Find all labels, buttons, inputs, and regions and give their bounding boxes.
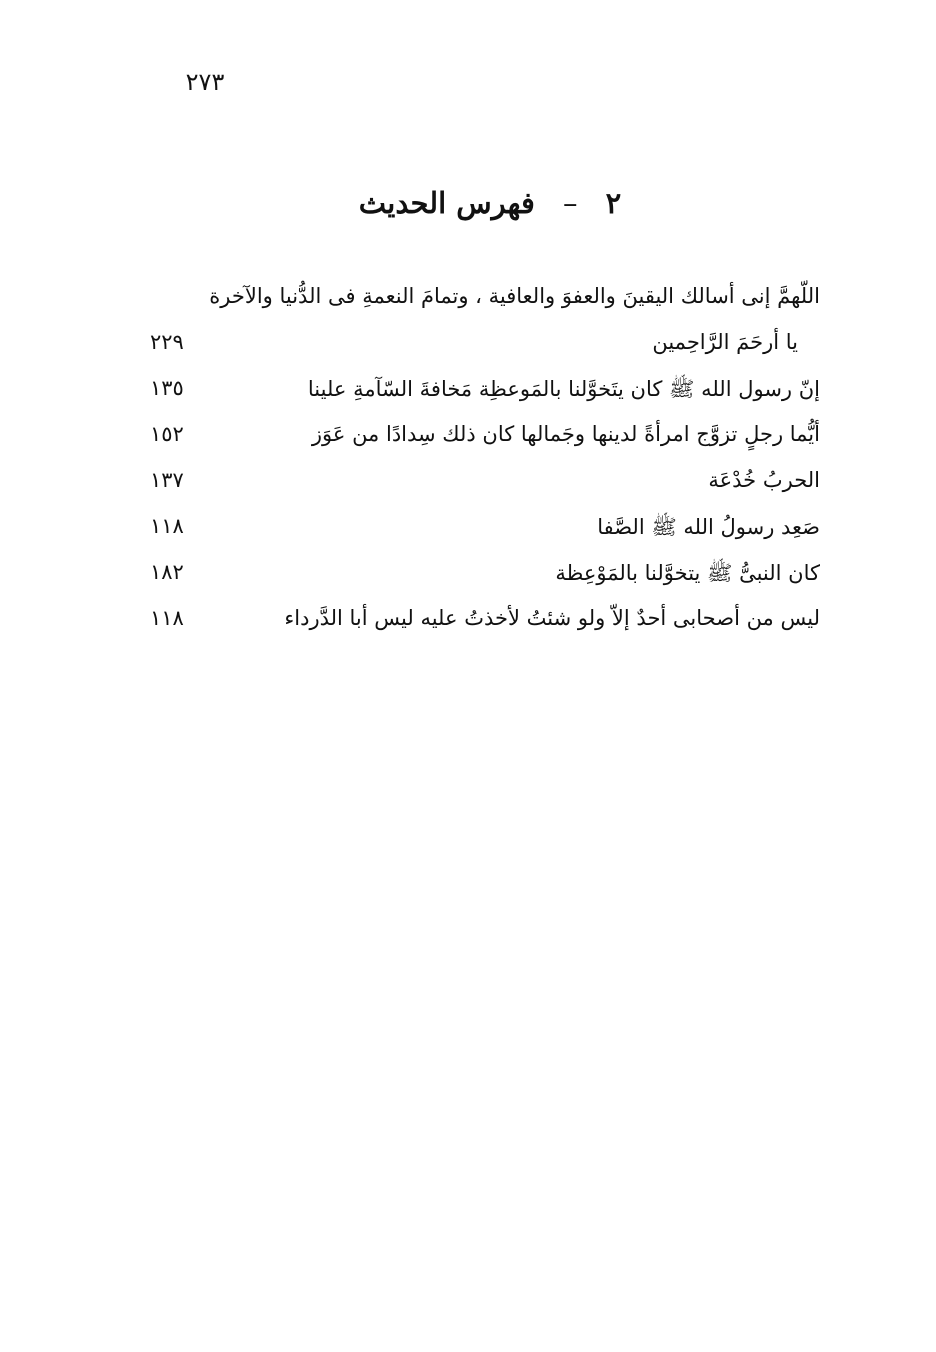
hadith-text: كان النبىُّ ﷺ يتخوَّلنا بالمَوْعِظة	[555, 561, 820, 585]
hadith-index-list	[150, 280, 820, 648]
page-reference: ١٣٥	[150, 376, 184, 400]
index-entry	[150, 280, 820, 326]
section-title-text: فهرس الحديث	[358, 186, 535, 220]
page-reference: ١١٨	[150, 514, 184, 538]
section-number: ٢	[605, 186, 622, 220]
page-reference: ١١٨	[150, 606, 184, 630]
index-entry	[150, 510, 820, 556]
page-reference: ١٨٢	[150, 560, 184, 584]
index-entry	[150, 464, 820, 510]
index-entry	[150, 326, 820, 372]
hadith-text: إنّ رسول الله ﷺ كان يتَخوَّلنا بالمَوعظِة مَخافةَ السّآمةِ علينا	[307, 377, 820, 401]
hadith-text: اللّهمَّ إنى أسالك اليقينَ والعفوَ والعافية ، وتمامَ النعمةِ فى الدُّنيا والآخرة	[209, 284, 820, 308]
hadith-text: يا أرحَمَ الرَّاحِمين	[652, 330, 798, 354]
hadith-text: صَعِد رسولُ الله ﷺ الصَّفا	[597, 515, 820, 539]
hadith-text: ليس من أصحابى أحدٌ إلاّ ولو شئتُ لأخذتُ عليه ليس أبا الدَّرداء	[284, 606, 820, 630]
page-number: ٢٧٣	[185, 68, 225, 96]
index-entry	[150, 556, 820, 602]
index-entry	[150, 602, 820, 648]
section-title	[300, 186, 680, 220]
title-separator: –	[563, 186, 578, 220]
page-reference: ٢٢٩	[150, 330, 184, 354]
page-reference: ١٥٢	[150, 422, 184, 446]
hadith-text: الحربُ خُدْعَة	[708, 468, 820, 492]
page-reference: ١٣٧	[150, 468, 184, 492]
hadith-text: أيُّما رجلٍ تزوَّج امرأةً لدينها وجَمالها كان ذلك سِدادًا من عَوَز	[311, 422, 820, 446]
index-entry	[150, 372, 820, 418]
index-entry	[150, 418, 820, 464]
